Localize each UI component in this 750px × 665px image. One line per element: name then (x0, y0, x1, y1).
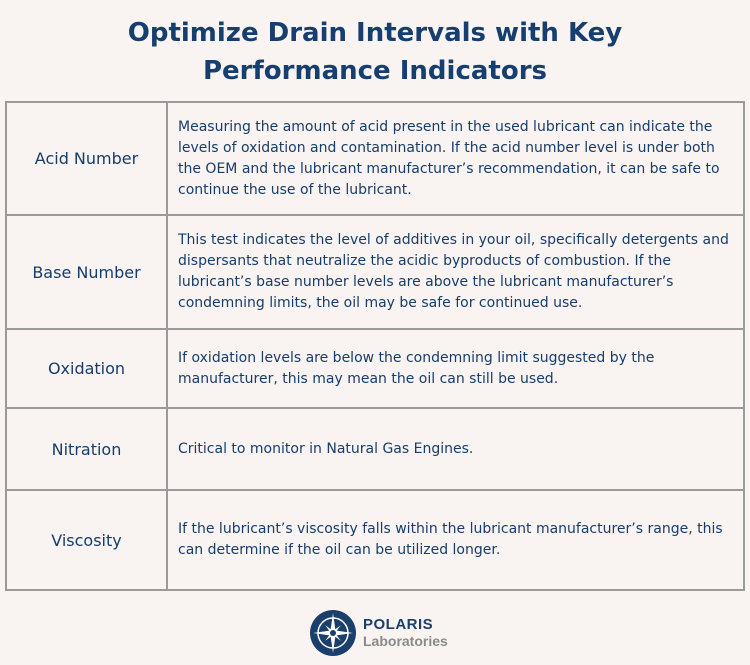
page-title (0, 14, 750, 90)
kpi-description: If oxidation levels are below the condemning limit suggested by the manufacturer, this may mean the oil can still be used. (178, 349, 655, 387)
table-row-nitration (7, 407, 743, 489)
table-row-viscosity (7, 489, 743, 589)
logo-wordmark (363, 616, 448, 650)
kpi-name: Nitration (7, 409, 168, 489)
kpi-description: Measuring the amount of acid present in the used lubricant can indicate the levels of oxidation and contamination. If the acid number level is under both the OEM and the lubricant manufacturer’s recommendation, it can be safe to continue the use of the lubricant. (178, 118, 720, 198)
kpi-description: Critical to monitor in Natural Gas Engines. (178, 440, 474, 457)
kpi-name: Oxidation (7, 330, 168, 407)
table-row-oxidation (7, 328, 743, 407)
logo-line-2: Laboratories (363, 633, 448, 649)
page-title-line-2: Performance Indicators (202, 56, 547, 86)
table-row-acid-number (7, 103, 743, 214)
kpi-name: Acid Number (7, 103, 168, 214)
polaris-logo (309, 608, 448, 658)
kpi-description: If the lubricant’s viscosity falls within the lubricant manufacturer’s range, this can determine if the oil can be utilized longer. (178, 521, 723, 558)
kpi-name: Base Number (7, 216, 168, 328)
page-title-line-1: Optimize Drain Intervals with Key (127, 18, 623, 48)
kpi-description: This test indicates the level of additives in your oil, specifically detergents and dispersants that neutralize the acidic byproducts of combustion. If the lubricant’s base number levels are above the lubricant manufacturer’s condemning limits, the oil may be safe for continued use. (178, 232, 729, 311)
compass-star-icon (309, 609, 357, 657)
logo-line-1: POLARIS (363, 616, 434, 633)
kpi-table (5, 101, 745, 591)
table-row-base-number (7, 214, 743, 328)
kpi-name: Viscosity (7, 491, 168, 589)
